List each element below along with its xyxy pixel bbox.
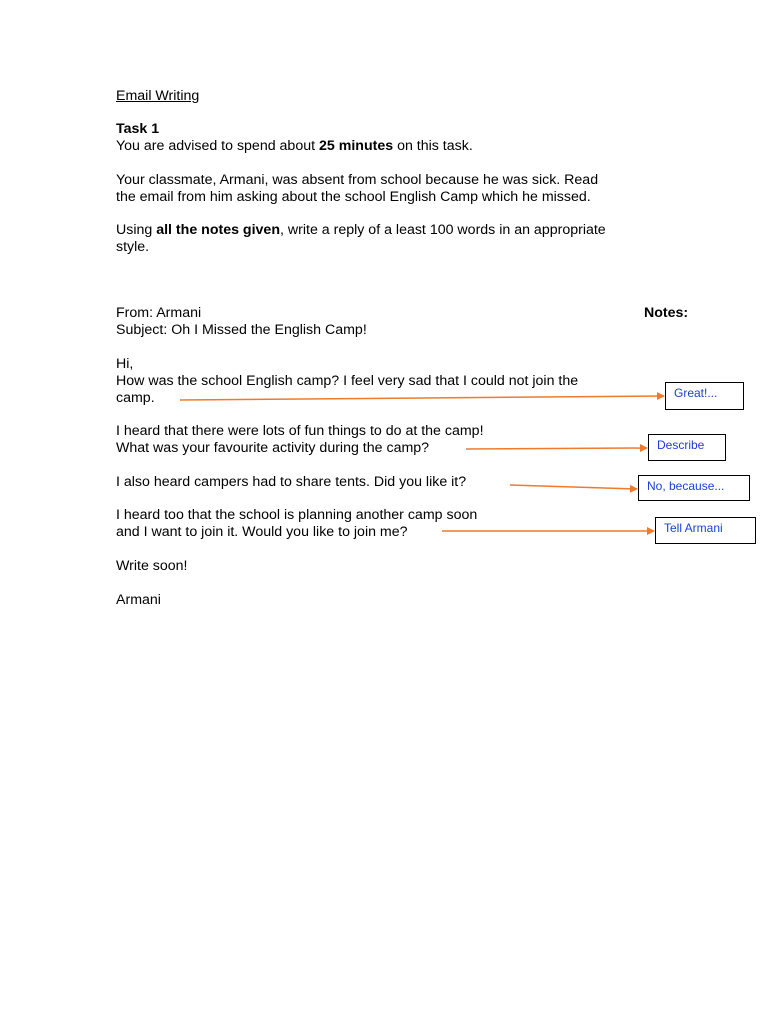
arrow-to-no-because <box>510 485 637 489</box>
email-para3-line1: I also heard campers had to share tents. Did you like it? <box>116 474 467 490</box>
task-title: Task 1 <box>116 121 160 137</box>
email-para4-line2: and I want to join it. Would you like to join me? <box>116 524 408 540</box>
note-box-no-because: No, because... <box>638 475 750 501</box>
instruction-suffix: , write a reply of a least 100 words in an appropriate <box>280 222 606 238</box>
email-para4-line1: I heard too that the school is planning another camp soon <box>116 507 478 523</box>
email-from: From: Armani <box>116 305 202 321</box>
email-greeting: Hi, <box>116 356 134 372</box>
scenario-line-1: Your classmate, Armani, was absent from school because he was sick. Read <box>116 172 599 188</box>
note-box-great: Great!... <box>665 382 744 410</box>
instruction-prefix: Using <box>116 222 157 238</box>
instruction-line-2: style. <box>116 239 150 255</box>
email-closing: Write soon! <box>116 558 188 574</box>
section-heading: Email Writing <box>116 88 200 104</box>
instruction-line-1 <box>116 222 606 239</box>
arrow-to-great <box>180 396 664 400</box>
advice-time: 25 minutes <box>319 138 394 154</box>
advice-prefix: You are advised to spend about <box>116 138 319 154</box>
email-para2-line1: I heard that there were lots of fun things to do at the camp! <box>116 423 484 439</box>
note-box-describe: Describe <box>648 434 726 461</box>
task-advice <box>116 138 473 155</box>
email-para1-line2: camp. <box>116 390 155 406</box>
email-signature: Armani <box>116 592 161 608</box>
notes-heading: Notes: <box>644 305 689 321</box>
instruction-bold: all the notes given <box>156 222 280 238</box>
scenario-line-2: the email from him asking about the school English Camp which he missed. <box>116 189 591 205</box>
note-box-tell-armani: Tell Armani <box>655 517 756 544</box>
arrow-to-describe <box>466 448 647 449</box>
advice-suffix: on this task. <box>393 138 473 154</box>
email-subject: Subject: Oh I Missed the English Camp! <box>116 322 367 338</box>
email-para1-line1: How was the school English camp? I feel very sad that I could not join the <box>116 373 579 389</box>
email-para2-line2: What was your favourite activity during the camp? <box>116 440 430 456</box>
